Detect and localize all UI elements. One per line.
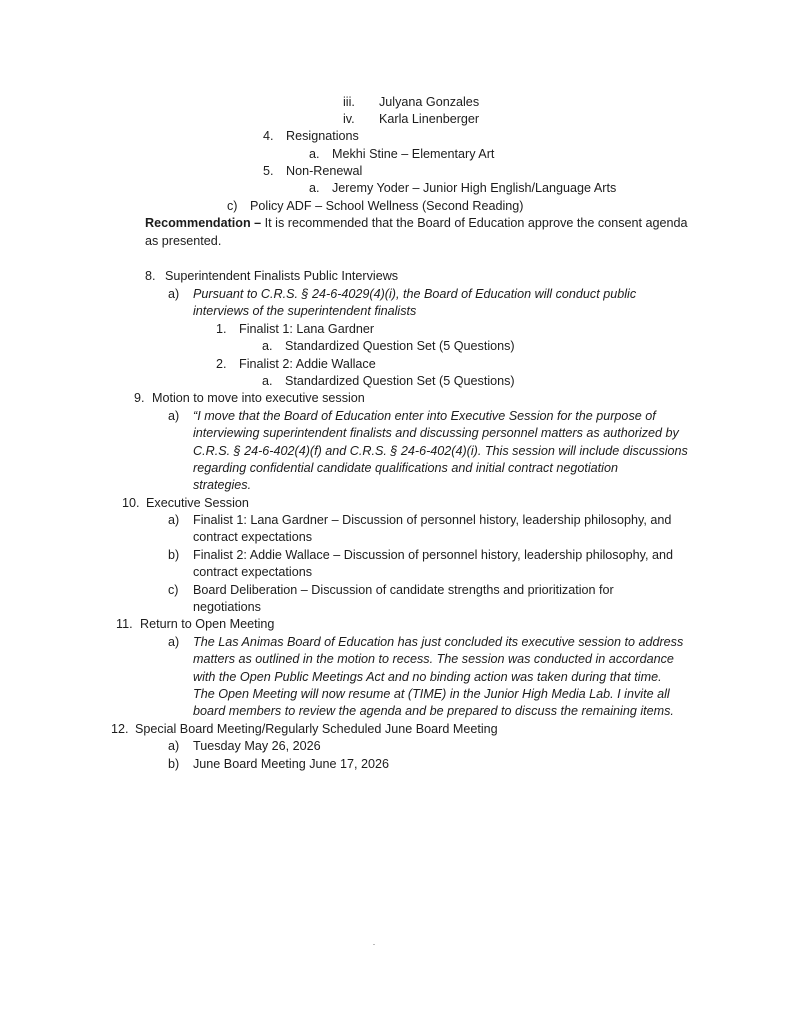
list-marker: 2. <box>216 357 227 371</box>
agenda-item-title: Motion to move into executive session <box>152 391 365 405</box>
scan-speck <box>373 944 375 945</box>
list-marker: 9. <box>134 391 145 405</box>
list-item: Finalist 1: Lana Gardner <box>239 322 375 336</box>
list-marker: a. <box>309 181 320 195</box>
list-marker: a) <box>168 739 180 753</box>
list-item-continuation: interviews of the superintendent finalists <box>193 304 417 318</box>
list-item: Standardized Question Set (5 Questions) <box>285 374 515 388</box>
list-item: Board Deliberation – Discussion of candidate strengths and prioritization for <box>193 583 614 597</box>
motion-text: strategies. <box>193 478 252 492</box>
statement-text: matters as outlined in the motion to recess. The session was conducted in accordance <box>193 652 674 666</box>
statement-text: The Open Meeting will now resume at (TIME) in the Junior High Media Lab. I invite all <box>193 687 670 701</box>
statement-text: The Las Animas Board of Education has just concluded its executive session to address <box>193 635 684 649</box>
list-item-continuation: contract expectations <box>193 530 313 544</box>
motion-text: interviewing superintendent finalists and discussing personnel matters as authorized by <box>193 426 679 440</box>
list-marker: 4. <box>263 129 274 143</box>
list-item: June Board Meeting June 17, 2026 <box>193 757 390 771</box>
motion-text: “I move that the Board of Education enter into Executive Session for the purpose of <box>193 409 656 423</box>
list-item-continuation: negotiations <box>193 600 261 614</box>
list-marker: c) <box>227 199 238 213</box>
list-item: Jeremy Yoder – Junior High English/Language Arts <box>332 181 617 195</box>
motion-text: regarding confidential candidate qualifications and initial contract negotiation <box>193 461 618 475</box>
list-item-continuation: contract expectations <box>193 565 313 579</box>
list-item: Standardized Question Set (5 Questions) <box>285 339 515 353</box>
list-item: Pursuant to C.R.S. § 24-6-4029(4)(i), the Board of Education will conduct public <box>193 287 637 301</box>
list-item: Tuesday May 26, 2026 <box>193 739 321 753</box>
list-marker: c) <box>168 583 179 597</box>
list-item: Julyana Gonzales <box>379 95 480 109</box>
list-marker: 8. <box>145 269 156 283</box>
list-marker: a) <box>168 287 180 301</box>
statement-text: with the Open Public Meetings Act and no binding action was taken during that time. <box>193 670 662 684</box>
list-marker: 12. <box>111 722 129 736</box>
list-item: Finalist 2: Addie Wallace <box>239 357 376 371</box>
list-marker: a) <box>168 409 180 423</box>
agenda-item-title: Executive Session <box>146 496 249 510</box>
list-marker: a. <box>262 374 273 388</box>
list-marker: 5. <box>263 164 274 178</box>
motion-text: C.R.S. § 24-6-402(4)(f) and C.R.S. § 24-6-402(4)(i). This session will include discussions <box>193 444 688 458</box>
list-item: Policy ADF – School Wellness (Second Reading) <box>250 199 524 213</box>
list-marker: 11. <box>116 617 133 631</box>
recommendation-line <box>145 215 688 232</box>
list-item: Resignations <box>286 129 359 143</box>
list-marker: b) <box>168 548 180 562</box>
agenda-item-title: Special Board Meeting/Regularly Scheduled June Board Meeting <box>135 722 498 736</box>
agenda-item-title: Return to Open Meeting <box>140 617 275 631</box>
list-marker: a) <box>168 513 180 527</box>
list-item: Non-Renewal <box>286 164 363 178</box>
list-marker: a. <box>262 339 273 353</box>
list-item: Finalist 1: Lana Gardner – Discussion of personnel history, leadership philosophy, and <box>193 513 672 527</box>
list-marker: 10. <box>122 496 140 510</box>
list-marker: a) <box>168 635 180 649</box>
list-marker: a. <box>309 147 320 161</box>
statement-text: board members to review the agenda and be prepared to discuss the remaining items. <box>193 704 674 718</box>
agenda-item-title: Superintendent Finalists Public Interviews <box>165 269 399 283</box>
list-marker: b) <box>168 757 180 771</box>
list-item: Mekhi Stine – Elementary Art <box>332 147 495 161</box>
recommendation-text: as presented. <box>145 234 222 248</box>
recommendation-text: It is recommended that the Board of Education approve the consent agenda <box>261 216 688 230</box>
list-marker: iii. <box>343 95 355 109</box>
list-item: Finalist 2: Addie Wallace – Discussion of personnel history, leadership philosophy, and <box>193 548 673 562</box>
recommendation-label: Recommendation – <box>145 216 262 230</box>
list-marker: 1. <box>216 322 227 336</box>
list-marker: iv. <box>343 112 355 126</box>
list-item: Karla Linenberger <box>379 112 480 126</box>
